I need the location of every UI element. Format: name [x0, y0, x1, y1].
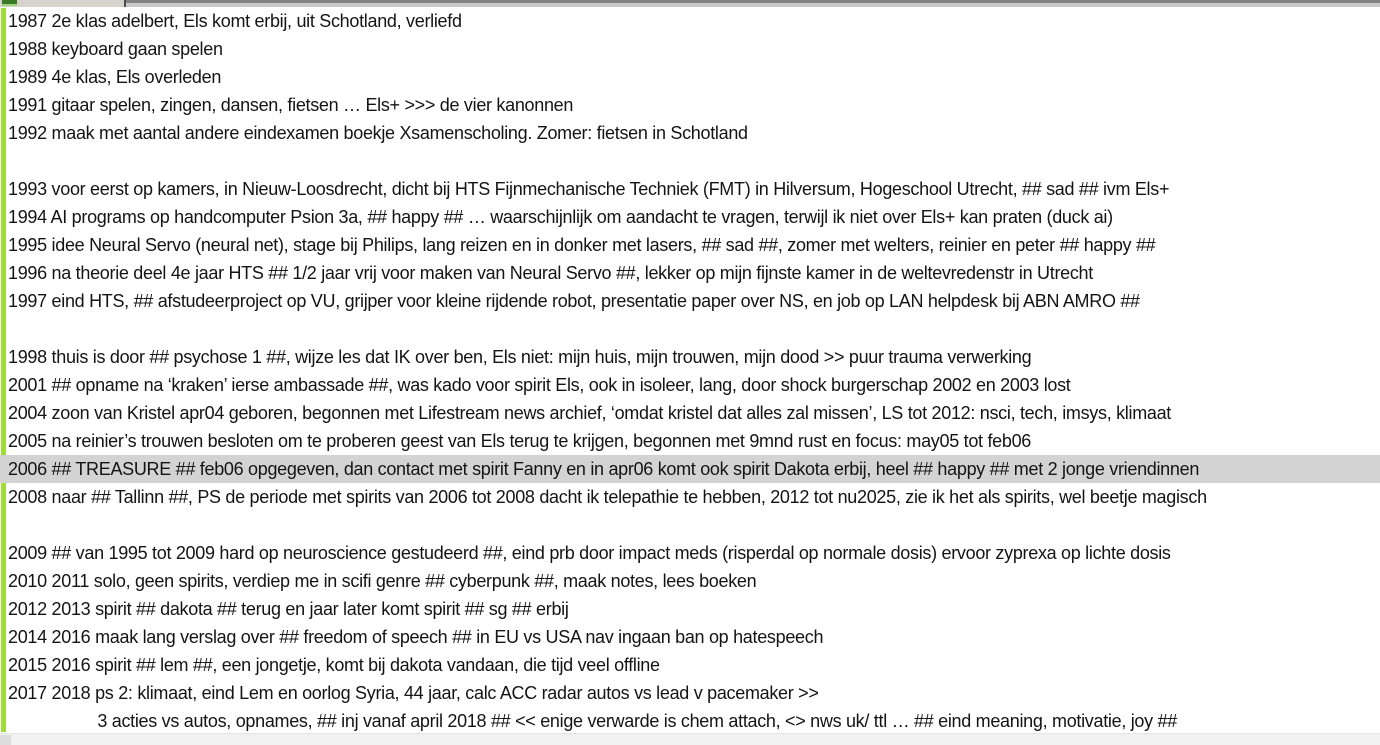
- editor-line[interactable]: 2005 na reinier’s trouwen besloten om te proberen geest van Els terug te krijgen, begonnen met 9mnd rust en focus: may05 tot feb06: [8, 431, 1031, 451]
- editor-line[interactable]: 1993 voor eerst op kamers, in Nieuw-Loosdrecht, dicht bij HTS Fijnmechanische Techniek (FMT) in Hilversum, Hogeschool Utrecht, ## sad ## ivm Els+: [8, 179, 1170, 199]
- editor-line[interactable]: 1997 eind HTS, ## afstudeerproject op VU, grijper voor kleine rijdende robot, presentatie paper over NS, en job op LAN helpdesk bij ABN AMRO ##: [8, 291, 1140, 311]
- editor-line[interactable]: 1989 4e klas, Els overleden: [8, 67, 222, 87]
- editor-line[interactable]: 2009 ## van 1995 tot 2009 hard op neuroscience gestudeerd ##, eind prb door impact meds (risperdal op normale dosis) ervoor zyprexa op lichte dosis: [8, 543, 1171, 563]
- editor-line[interactable]: 1987 2e klas adelbert, Els komt erbij, uit Schotland, verliefd: [8, 11, 462, 31]
- editor-line[interactable]: 1992 maak met aantal andere eindexamen boekje Xsamenscholing. Zomer: fietsen in Schotland: [8, 123, 748, 143]
- editor-line[interactable]: 1991 gitaar spelen, zingen, dansen, fietsen … Els+ >>> de vier kanonnen: [8, 95, 574, 115]
- editor-line-continuation[interactable]: 3 acties vs autos, opnames, ## inj vanaf april 2018 ## << enige verwarde is chem attach, <> nws uk/ ttl … ## eind meaning, motivatie, joy ##: [8, 711, 1177, 731]
- editor-line[interactable]: 1996 na theorie deel 4e jaar HTS ## 1/2 jaar vrij voor maken van Neural Servo ##, lekker op mijn fijnste kamer in de weltevredenstr in Utrecht: [8, 263, 1093, 283]
- editor-line[interactable]: 1995 idee Neural Servo (neural net), stage bij Philips, lang reizen en in donker met lasers, ## sad ##, zomer met welters, reinier en peter ## happy ##: [8, 235, 1156, 255]
- editor-line-highlighted[interactable]: 2006 ## TREASURE ## feb06 opgegeven, dan contact met spirit Fanny en in apr06 komt ook spirit Dakota erbij, heel ## happy ## met 2 jonge vriendinnen: [0, 455, 1380, 483]
- editor-line[interactable]: 2004 zoon van Kristel apr04 geboren, begonnen met Lifestream news archief, ‘omdat kristel dat alles zal missen’, LS tot 2012: nsci, tech, imsys, klimaat: [8, 403, 1172, 423]
- scrollbar-left-corner[interactable]: [0, 735, 11, 745]
- editor-line-blank[interactable]: [6, 315, 1380, 343]
- editor-line[interactable]: 2017 2018 ps 2: klimaat, eind Lem en oorlog Syria, 44 jaar, calc ACC radar autos vs lead v pacemaker >>: [8, 683, 819, 703]
- editor-line[interactable]: 1988 keyboard gaan spelen: [8, 39, 223, 59]
- active-tab[interactable]: [0, 0, 126, 7]
- tab-bar-sliver: [0, 0, 1380, 7]
- editor-line-blank[interactable]: [6, 147, 1380, 175]
- editor-line[interactable]: 2014 2016 maak lang verslag over ## freedom of speech ## in EU vs USA nav ingaan ban op hatespeech: [8, 627, 824, 647]
- saved-disk-icon: [2, 0, 17, 6]
- editor-line[interactable]: 2015 2016 spirit ## lem ##, een jongetje, komt bij dakota vandaan, die tijd veel offline: [8, 655, 660, 675]
- editor-line[interactable]: 2001 ## opname na ‘kraken’ ierse ambassade ##, was kado voor spirit Els, ook in isoleer, lang, door shock burgerschap 2002 en 2003 lost: [8, 375, 1071, 395]
- horizontal-scrollbar[interactable]: [0, 733, 1380, 745]
- text-area[interactable]: [6, 7, 1380, 735]
- editor-line[interactable]: 2012 2013 spirit ## dakota ## terug en jaar later komt spirit ## sg ## erbij: [8, 599, 569, 619]
- editor-line-blank[interactable]: [6, 511, 1380, 539]
- editor-line[interactable]: 2010 2011 solo, geen spirits, verdiep me in scifi genre ## cyberpunk ##, maak notes, lees boeken: [8, 571, 757, 591]
- editor-line[interactable]: 1994 AI programs op handcomputer Psion 3a, ## happy ## … waarschijnlijk om aandacht te vragen, terwijl ik niet over Els+ kan praten (duck ai): [8, 207, 1113, 227]
- editor-line[interactable]: 2008 naar ## Tallinn ##, PS de periode met spirits van 2006 tot 2008 dacht ik telepathie te hebben, 2012 tot nu2025, zie ik het als spirits, wel beetje magisch: [8, 487, 1207, 507]
- editor-line[interactable]: 1998 thuis is door ## psychose 1 ##, wijze les dat IK over ben, Els niet: mijn huis, mijn trouwen, mijn dood >> puur trauma verwerking: [8, 347, 1032, 367]
